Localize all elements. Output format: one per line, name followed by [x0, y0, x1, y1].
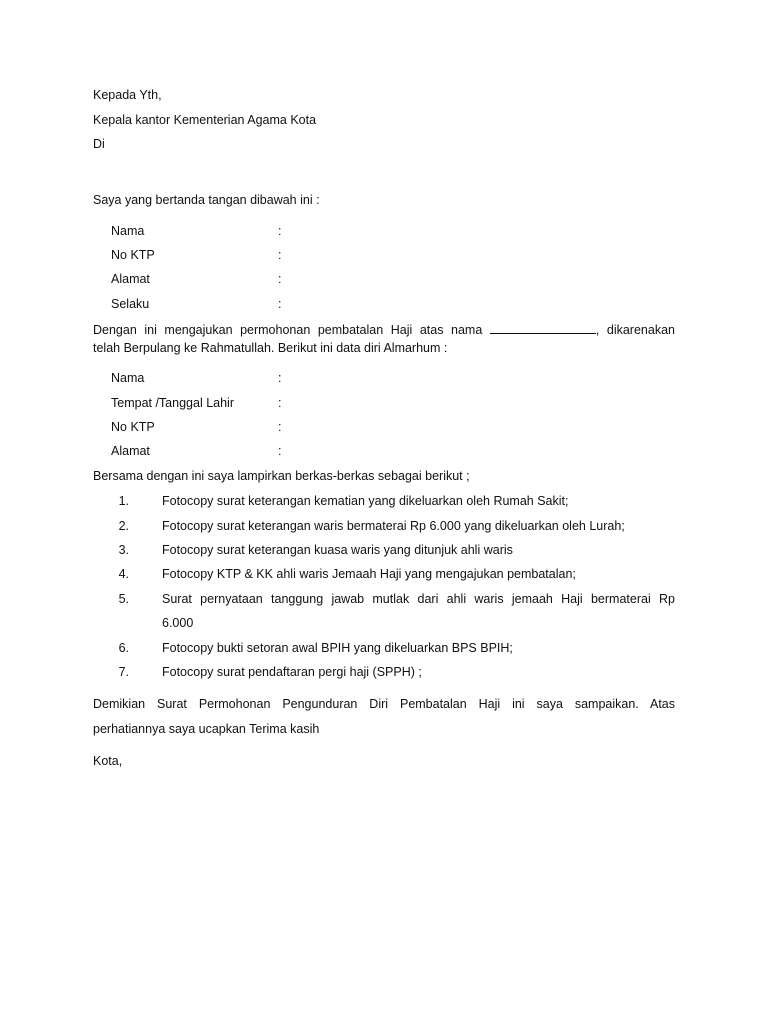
place-date: Kota,: [93, 754, 123, 768]
applicant-field-address: [111, 272, 411, 290]
applicant-field-ktp: [111, 248, 411, 266]
field-label: Nama: [111, 224, 145, 238]
request-text-after-blank: , dikarenakan: [595, 323, 675, 337]
attachment-number: 4.: [118, 567, 129, 581]
attachment-number: 2.: [118, 519, 129, 533]
field-colon: :: [278, 396, 282, 410]
attachment-item: [0, 519, 768, 537]
attachment-item: [0, 665, 768, 683]
recipient-office: Kepala kantor Kementerian Agama Kota: [93, 113, 317, 127]
attachment-number: 7.: [118, 665, 129, 679]
attachment-item-continuation: [0, 616, 768, 634]
attachment-number: 6.: [118, 641, 129, 655]
recipient-greeting: Kepada Yth,: [93, 88, 162, 102]
closing-line1: Demikian Surat Permohonan Pengunduran Diri Pembatalan Haji ini saya sampaikan. Atas: [93, 697, 675, 711]
attachment-number: 1.: [118, 494, 129, 508]
attachment-item: [0, 567, 768, 585]
attachment-text: Fotocopy bukti setoran awal BPIH yang dikeluarkan BPS BPIH;: [162, 641, 513, 655]
attachment-item: [0, 543, 768, 561]
attachment-text: Fotocopy surat pendaftaran pergi haji (SPPH) ;: [162, 665, 422, 679]
deceased-field-name: [111, 371, 411, 389]
field-label: Alamat: [111, 444, 150, 458]
applicant-field-role: [111, 297, 411, 315]
field-label: Tempat /Tanggal Lahir: [111, 396, 234, 410]
attachment-text: Fotocopy KTP & KK ahli waris Jemaah Haji yang mengajukan pembatalan;: [162, 567, 576, 581]
attachment-item: [0, 494, 768, 512]
attachment-number: 5.: [118, 592, 129, 606]
attachment-text: Surat pernyataan tanggung jawab mutlak dari ahli waris jemaah Haji bermaterai Rp: [162, 592, 675, 606]
field-colon: :: [278, 371, 282, 385]
field-label: Selaku: [111, 297, 150, 311]
closing-line2: perhatiannya saya ucapkan Terima kasih: [93, 722, 320, 736]
deceased-field-ktp: [111, 420, 411, 438]
field-label: Nama: [111, 371, 145, 385]
field-colon: :: [278, 224, 282, 238]
deceased-field-address: [111, 444, 411, 462]
field-colon: :: [278, 297, 282, 311]
attachment-text: Fotocopy surat keterangan kematian yang dikeluarkan oleh Rumah Sakit;: [162, 494, 569, 508]
field-label: No KTP: [111, 248, 155, 262]
field-colon: :: [278, 248, 282, 262]
attachments-intro: Bersama dengan ini saya lampirkan berkas-berkas sebagai berikut ;: [93, 469, 470, 483]
field-colon: :: [278, 444, 282, 458]
field-label: Alamat: [111, 272, 150, 286]
attachment-number: 3.: [118, 543, 129, 557]
attachment-text: Fotocopy surat keterangan kuasa waris yang ditunjuk ahli waris: [162, 543, 513, 557]
field-colon: :: [278, 420, 282, 434]
request-text-before-blank: Dengan ini mengajukan permohonan pembatalan Haji atas nama: [93, 323, 483, 337]
deceased-field-birth: [111, 396, 411, 414]
field-colon: :: [278, 272, 282, 286]
attachment-text-continuation: 6.000: [162, 616, 194, 630]
field-label: No KTP: [111, 420, 155, 434]
intro-text: Saya yang bertanda tangan dibawah ini :: [93, 193, 320, 207]
attachment-text: Fotocopy surat keterangan waris bermaterai Rp 6.000 yang dikeluarkan oleh Lurah;: [162, 519, 625, 533]
recipient-location: Di: [93, 137, 105, 151]
attachment-item: [0, 641, 768, 659]
applicant-field-name: [111, 224, 411, 242]
attachment-item: [0, 592, 768, 610]
request-paragraph-line1: [93, 322, 675, 337]
name-blank-line: [490, 322, 596, 334]
request-paragraph-line2: telah Berpulang ke Rahmatullah. Berikut ini data diri Almarhum :: [93, 341, 448, 355]
